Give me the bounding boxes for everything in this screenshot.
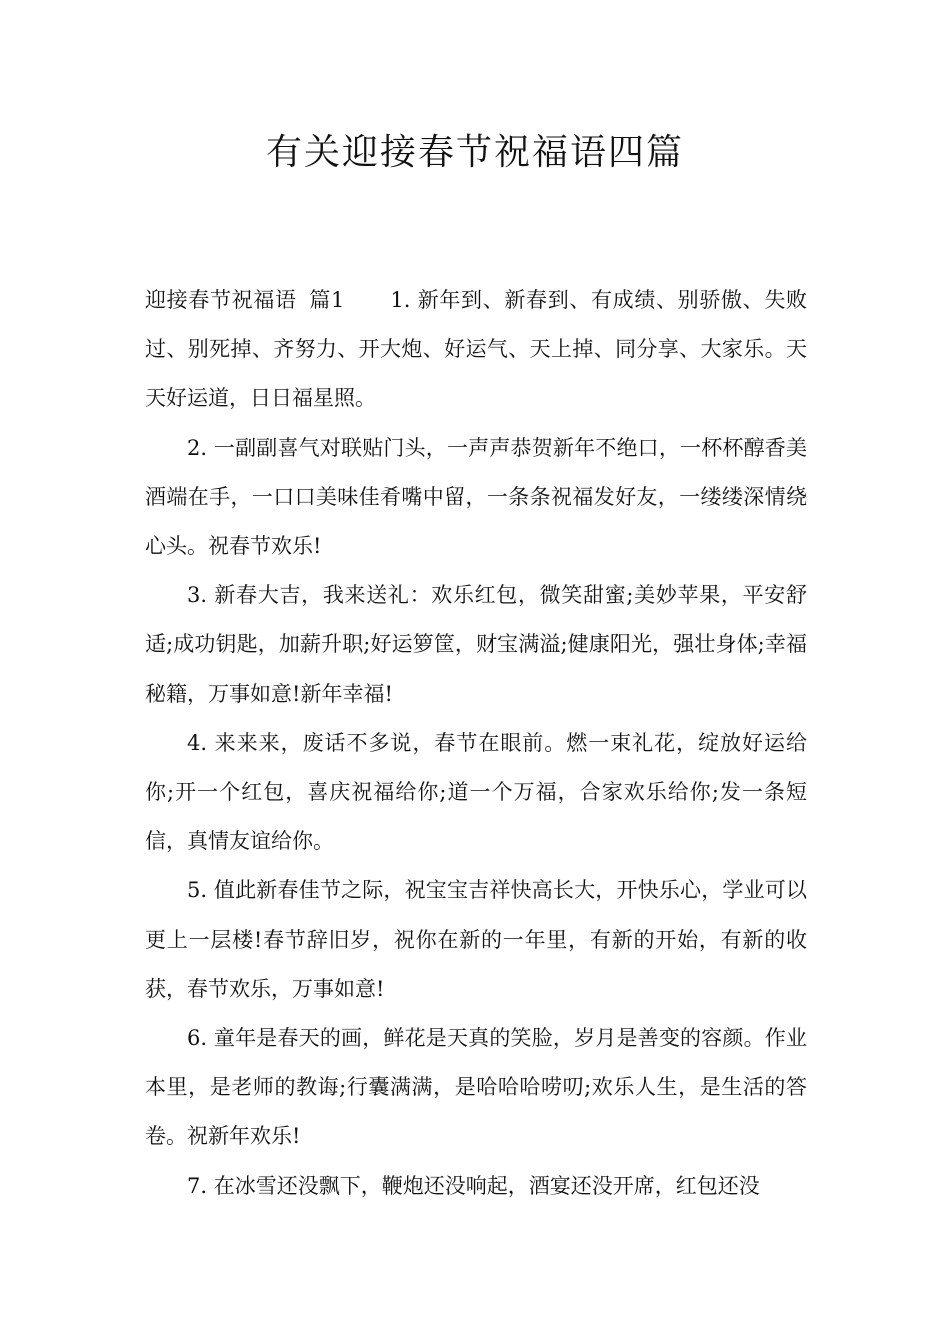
paragraph-3: 3. 新春大吉，我来送礼：欢乐红包，微笑甜蜜;美妙苹果，平安舒适;成功钥匙，加薪升职;好运箩筐，财宝满溢;健康阳光，强壮身体;幸福秘籍，万事如意!新年幸福!	[145, 583, 807, 706]
paragraph-2: 2. 一副副喜气对联贴门头，一声声恭贺新年不绝口，一杯杯醇香美酒端在手，一口口美味佳肴嘴中留，一条条祝福发好友，一缕缕深情绕心头。祝春节欢乐!	[145, 435, 807, 559]
document-body	[145, 276, 807, 1211]
document-title: 有关迎接春节祝福语四篇	[265, 132, 684, 173]
section-label: 篇1	[308, 288, 345, 312]
paragraph-4: 4. 来来来，废话不多说，春节在眼前。燃一束礼花，绽放好运给你;开一个红包，喜庆祝福给你;道一个万福，合家欢乐给你;发一条短信，真情友谊给你。	[145, 730, 807, 854]
paragraph-6: 6. 童年是春天的画，鲜花是天真的笑脸，岁月是善变的容颜。作业本里，是老师的教诲;行囊满满，是哈哈哈唠叨;欢乐人生，是生活的答卷。祝新年欢乐!	[145, 1026, 807, 1149]
paragraph-5: 5. 值此新春佳节之际，祝宝宝吉祥快高长大，开快乐心，学业可以更上一层楼!春节辞旧岁，祝你在新的一年里，有新的开始，有新的收获，春节欢乐，万事如意!	[145, 878, 807, 1001]
section-heading: 迎接春节祝福语	[145, 288, 297, 312]
paragraph-7: 7. 在冰雪还没飘下，鞭炮还没响起，酒宴还没开席，红包还没	[187, 1173, 760, 1198]
paragraph-1: 1. 新年到、新春到、有成绩、别骄傲、失败过、别死掉、齐努力、开大炮、好运气、天上掉、同分享、大家乐。天天好运道，日日福星照。	[145, 288, 807, 411]
first-paragraph	[145, 276, 807, 424]
